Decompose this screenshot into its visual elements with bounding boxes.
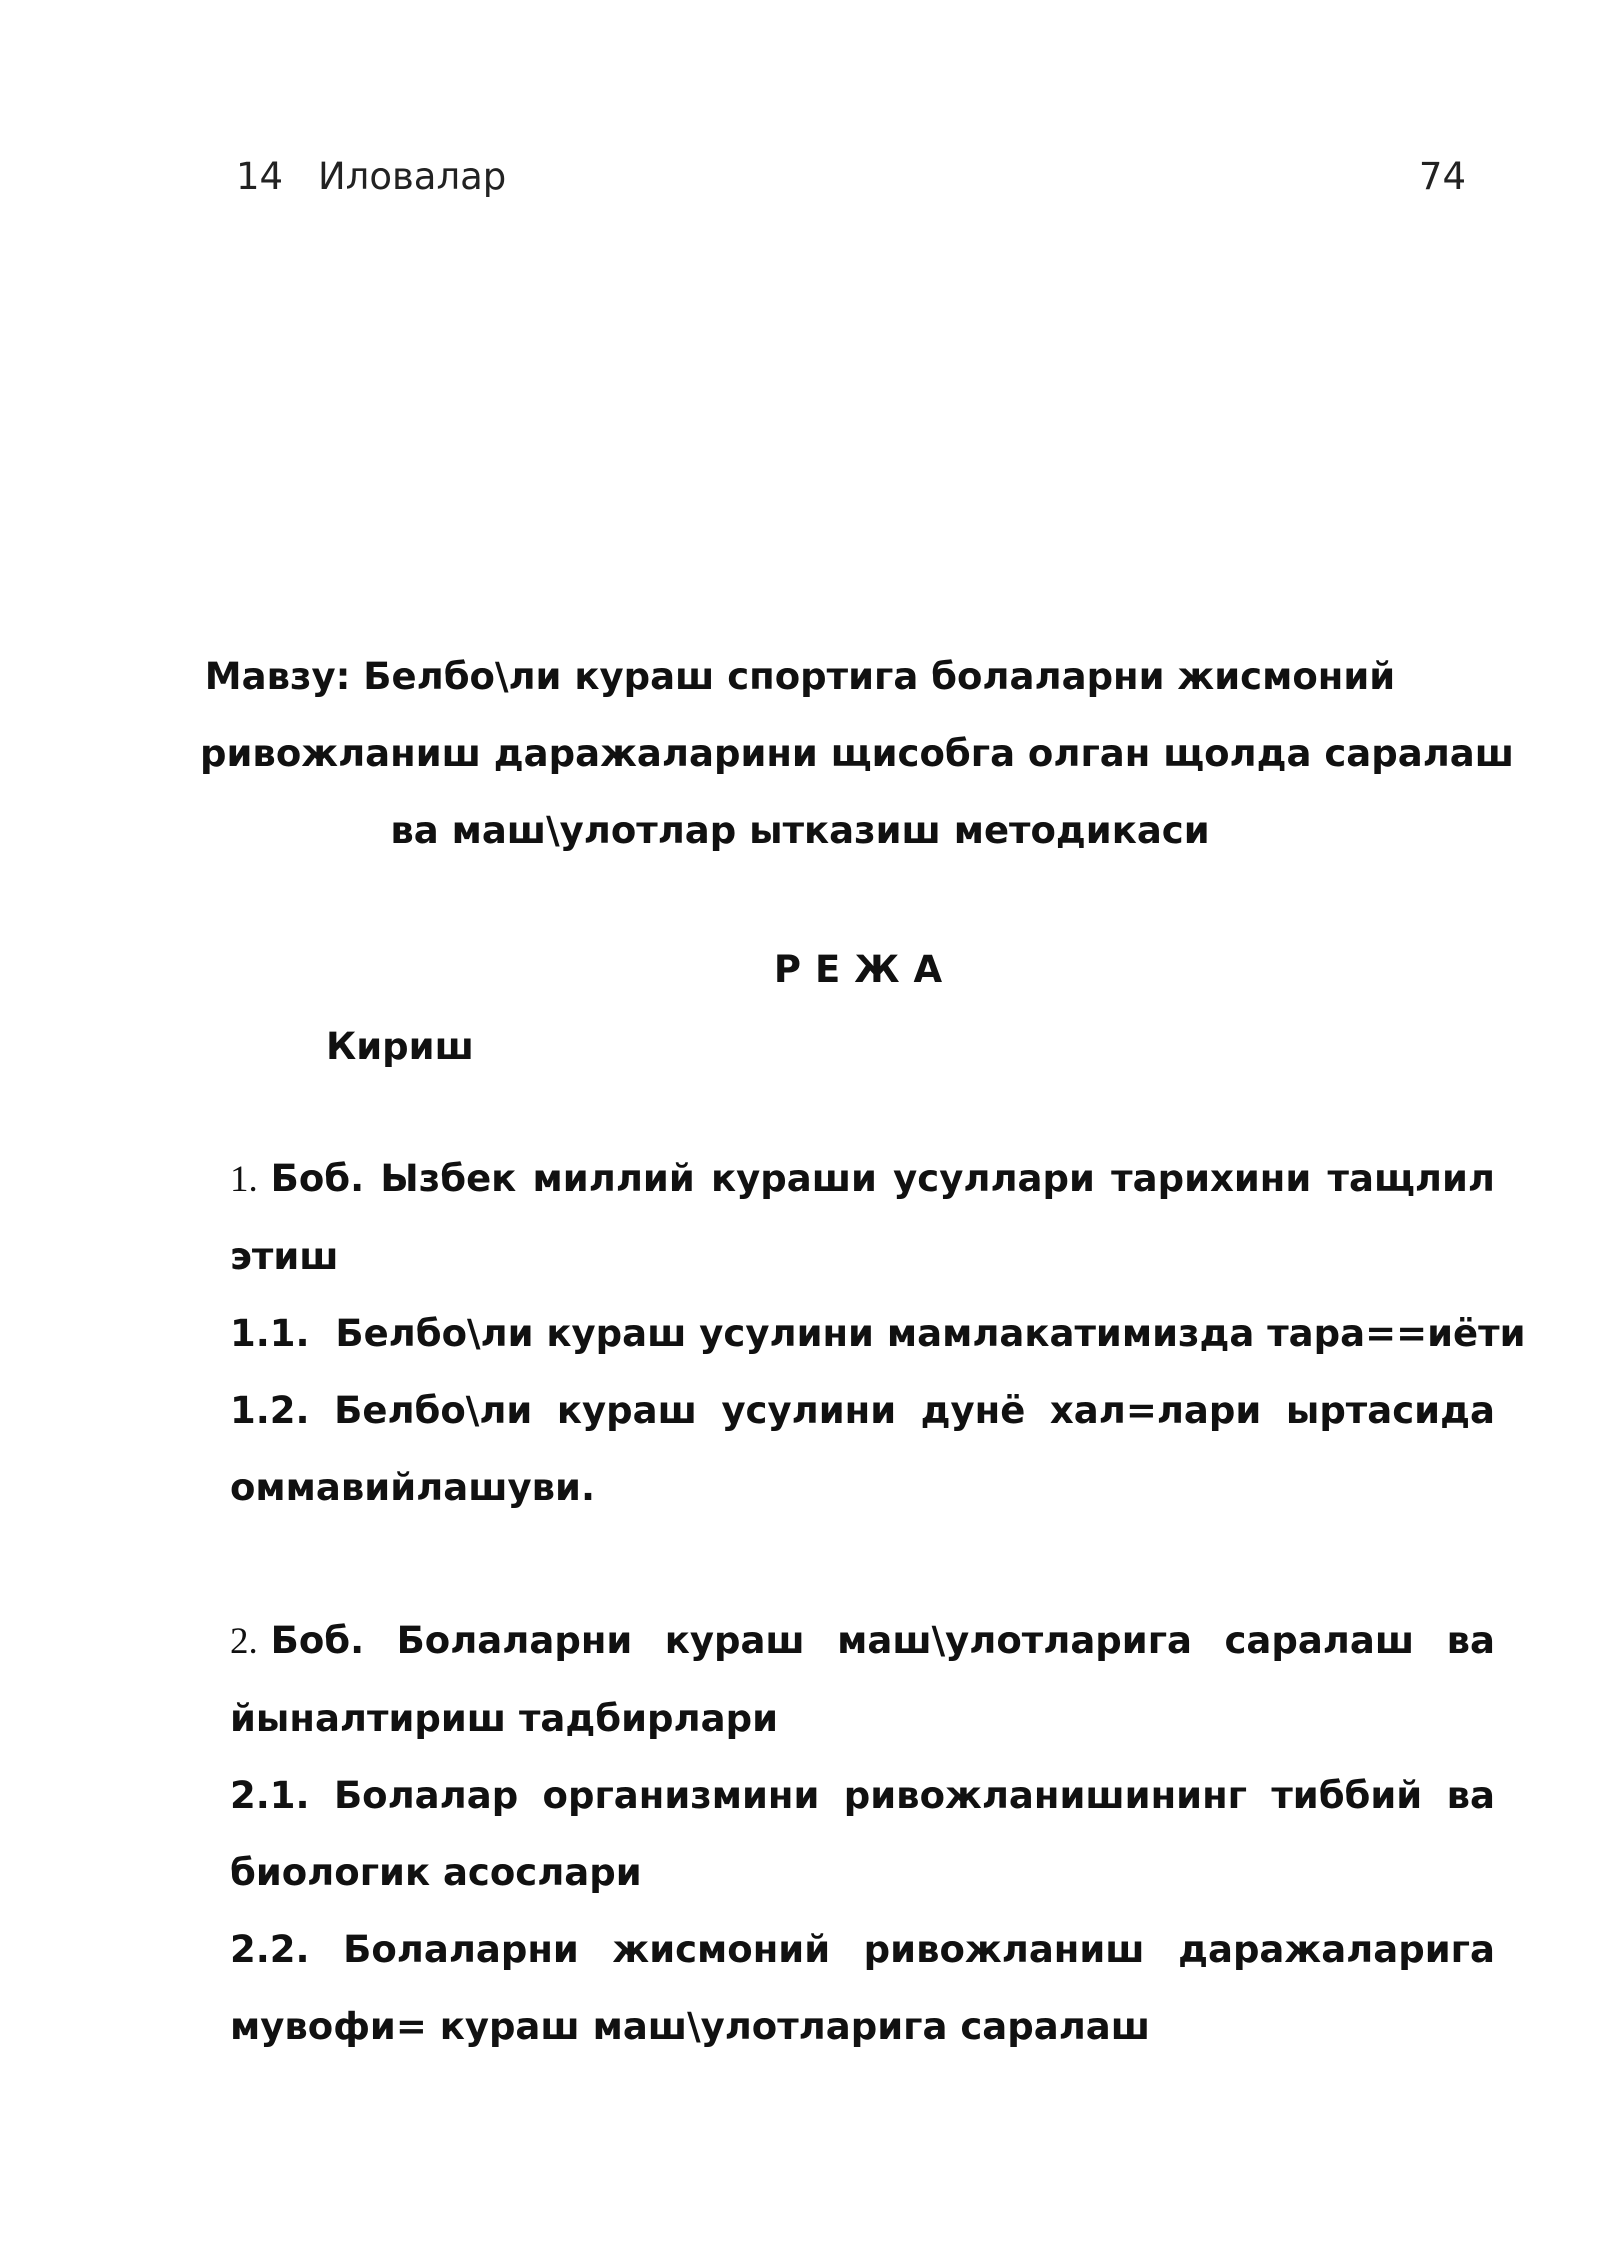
plan-heading: РЕЖА [773,948,957,991]
chapter-1-entry [230,1140,1526,1526]
item-1-2-line-1: 1.2. Белбо\ли кураш усулини дунё хал=лари ыртасида [230,1389,1495,1432]
item-2-1-line-1: 2.1. Болалар организмини ривожланишининг тиббий ва [230,1774,1495,1817]
intro-heading: Кириш [326,1025,474,1068]
item-1-2-line-2: оммавийлашуви. [230,1466,596,1509]
title-line-3: ва маш\улотлар ыткaзиш методикаси [390,809,1210,852]
chapter-2-line-1: 2. Боб. Болаларни кураш маш\улотларига саралаш ва [230,1602,1495,1680]
page-number: 74 [1418,155,1466,198]
item-2-2-line-2: мувофи= кураш маш\улотларига саралаш [230,2005,1151,2048]
chapter-1-line-2: этиш [230,1235,339,1278]
document-title [200,638,1515,869]
chapter-2-number-and-word: 2. Боб. [230,1619,365,1662]
title-line-2: ривожланиш даражаларини щисобга олган щолда саралаш [200,732,1515,775]
chapter-1-number-and-word: 1. Боб. [230,1157,365,1200]
chapter-2-entry [230,1602,1495,2065]
item-2-1-line-2: биологик асослари [230,1851,642,1894]
chapter-1-line-1: 1. Боб. Ызбек миллий кураши усуллари тарихини тащлил [230,1140,1495,1218]
title-line-1: Мавзу: Белбо\ли кураш спортига болаларни жисмоний [204,655,1396,698]
chapter-2-line-2: йыналтириш тадбирлари [230,1697,778,1740]
page-header [236,155,1466,205]
chapter-number: 14 [236,155,284,198]
item-1-1: 1.1. Белбо\ли кураш усулини мамлакатимизда тара==иёти [230,1312,1526,1355]
item-2-2-line-1: 2.2. Болаларни жисмоний ривожланиш даражаларига [230,1928,1495,1971]
chapter-title: Иловалар [318,155,507,198]
